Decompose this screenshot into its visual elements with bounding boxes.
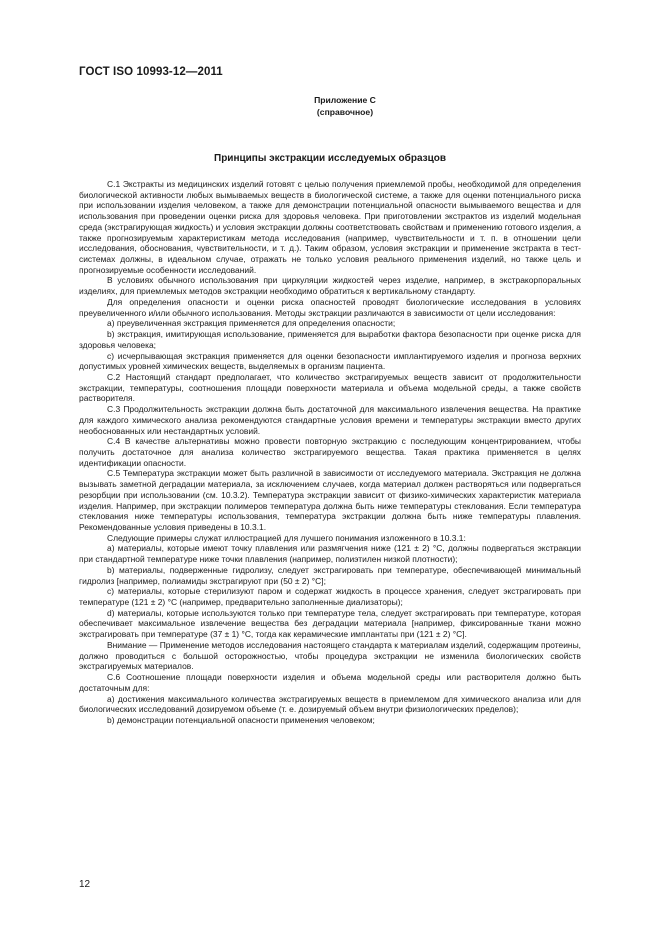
paragraph-c4: С.4 В качестве альтернативы можно провести повторную экстракцию с последующим концентрированием, чтобы получить достаточное для анализа количество экстрагируемого вещества. Такая практика применяется в целях идентификации опасности. xyxy=(79,436,581,468)
paragraph-c3: С.3 Продолжительность экстракции должна быть достаточной для максимального извлечения вещества. На практике для каждого химического анализа рекомендуются стандартные условия времени и температуры экстракции вместо других необоснованных или нестандартных условий. xyxy=(79,404,581,436)
page-number: 12 xyxy=(79,879,91,890)
section-title: Принципы экстракции исследуемых образцов xyxy=(214,153,446,164)
paragraph: Следующие примеры служат иллюстрацией для лучшего понимания изложенного в 10.3.1: xyxy=(107,532,466,543)
list-item-a: a) преувеличенная экстракция применяется для определения опасности; xyxy=(107,318,396,329)
body-text xyxy=(79,179,581,726)
paragraph-c1: С.1 Экстракты из медицинских изделий готовят с целью получения приемлемой пробы, необходимой для определения биологической активности любых вымываемых веществ в биологической системе, а также для оценки потенциального риска при использовании изделия человеком, а также для демонстрации потенциальной опасности вымываемого вещества и для использования при проведении оценки риска для здоровья человека. При приготовлении экстрактов из изделий модельная среда (экстрагирующая жидкость) и условия экстракции должны соответствовать свойствам и применению готового изделия, а также прогнозируемым характеристикам метода исследования (например, чувствительности и т. п. в отношении цели исследования, обоснования, чувствительности, и т. д.). Таким образом, условия экстракции и применение экстракта в тест-системах должны, в идеальном случае, отражать не только условия реального применения изделий, но также цель и прогнозируемые особенности исследований. xyxy=(79,179,581,275)
paragraph-c2: С.2 Настоящий стандарт предполагает, что количество экстрагируемых веществ зависит от продолжительности экстракции, температуры, соотношения площади поверхности материала и объема модельной среды, а также свойств растворителя. xyxy=(79,371,581,404)
list-item-a: a) материалы, которые имеют точку плавления или размягчения ниже (121 ± 2) °С, должны подвергаться экстракции при стандартной температуре ниже точки плавления (например, полиэтилен низкой плотности); xyxy=(79,543,581,565)
paragraph-c5: С.5 Температура экстракции может быть различной в зависимости от исследуемого материала. Экстракция не должна вызывать заметной деградации материала, за исключением случаев, когда материал должен растворяться или подвергаться резорбции при использовании (см. 10.3.2). Температура экстракции зависит от физико-химических характеристик материала изделия. Например, при экстракции полимеров температура должна быть ниже температуры стеклования. Если температура стеклования ниже температуры использования, температура экстракции должна быть ниже температуры плавления. Рекомендованные условия приведены в 10.3.1. xyxy=(79,468,581,532)
warning-note: Внимание — Применение методов исследования настоящего стандарта к материалам изделий, содержащим протеины, должно проводиться с большой осторожностью, чтобы процедура экстракции не изменила биологических свойств экстрагируемых материалов. xyxy=(79,639,581,672)
list-item-d: d) материалы, которые используются только при температуре тела, следует экстрагировать при температуре, которая обеспечивает максимальное извлечение вещества без деградации материала [например, фиксированные ткани можно экстрагировать при температуре (37 ± 1) °С, тогда как керамические имплантаты при (121 ± 2) °С]. xyxy=(79,607,581,640)
paragraph: Для определения опасности и оценки риска опасностей проводят биологические исследования в условиях преувеличенного и/или обычного использования. Методы экстракции различаются в зависимости от цели исследования: xyxy=(79,296,581,318)
list-item-a: a) достижения максимального количества экстрагируемых веществ в приемлемом для химического анализа или для биологических исследований дозируемом объеме (т. е. дозируемый объем внутри физиологических пределов); xyxy=(79,693,581,715)
list-item-b: b) экстракция, имитирующая использование, применяется для выработки фактора безопасности при оценке риска для здоровья человека; xyxy=(79,329,581,350)
list-item-c: c) материалы, которые стерилизуют паром и содержат жидкость в процессе хранения, следует экстрагировать при температуре (121 ± 2) °С (например, предварительно заполненные диализаторы); xyxy=(79,586,581,608)
annex-note: (справочное) xyxy=(316,107,374,117)
annex-heading xyxy=(290,94,400,118)
paragraph-c6: С.6 Соотношение площади поверхности изделия и объема модельной среды или растворителя должно быть достаточным для: xyxy=(79,672,581,693)
paragraph: В условиях обычного использования при циркуляции жидкостей через изделие, например, в экстракорпоральных изделиях, для приемлемых методов экстракции необходимо обратиться к вертикальному стандарту. xyxy=(79,275,581,297)
list-item-b: b) материалы, подверженные гидролизу, следует экстрагировать при температуре, обеспечивающей минимальный гидролиз [например, полиамиды экстрагируют при (50 ± 2) °С]; xyxy=(79,564,581,586)
annex-title: Приложение C xyxy=(314,95,376,105)
list-item-b: b) демонстрации потенциальной опасности применения человеком; xyxy=(107,714,375,725)
list-item-c: c) исчерпывающая экстракция применяется для оценки безопасности имплантируемого изделия и прогноза верхних допустимых уровней химических веществ, выделяемых в организм пациента. xyxy=(79,350,581,372)
standard-header: ГОСТ ISO 10993-12—2011 xyxy=(79,66,223,78)
